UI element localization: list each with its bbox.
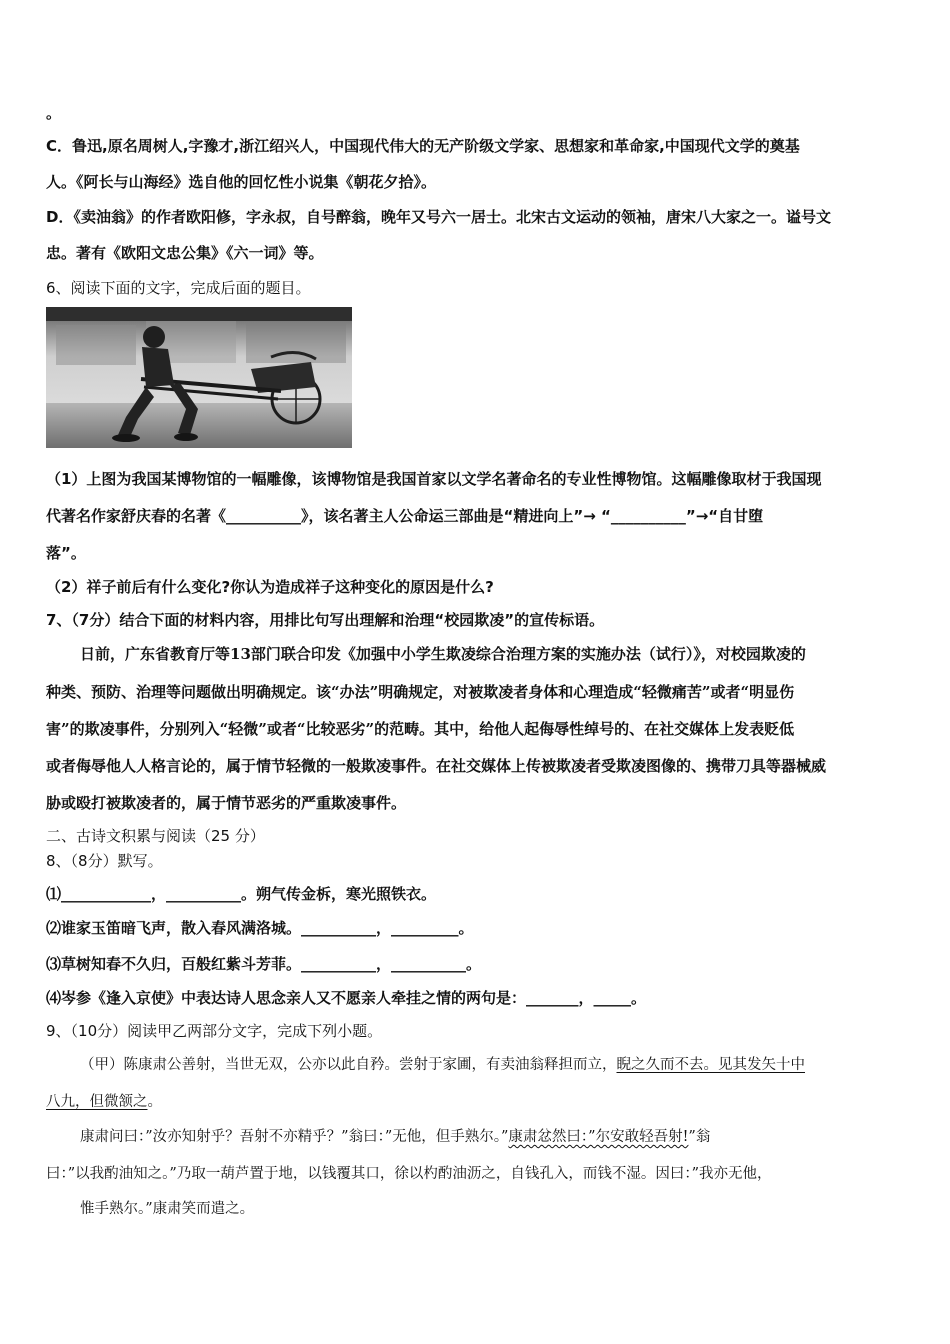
q6-sub2: （2）祥子前后有什么变化?你认为造成祥子这种变化的原因是什么? — [46, 578, 494, 596]
line-period: 。 — [46, 104, 62, 122]
passage-text: ”翁 — [688, 1129, 711, 1145]
passage-jia-line1 — [80, 1055, 805, 1075]
passage-text: 。 — [147, 1094, 162, 1110]
q8-item1: ⑴____________，__________。朔气传金柝，寒光照铁衣。 — [46, 885, 437, 903]
q7-material-line2: 种类、预防、治理等问题做出明确规定。该“办法”明确规定，对被欺凌者身体和心理造成“轻微痛苦”或者“明显伤 — [46, 683, 795, 701]
underlined-phrase: 睨之久而不去 — [616, 1057, 704, 1073]
passage-jia-line5: 惟手熟尔。”康肃笑而遣之。 — [80, 1201, 255, 1217]
q6-sub1-line1: （1）上图为我国某博物馆的一幅雕像，该博物馆是我国首家以文学名著命名的专业性博物馆。这幅雕像取材于我国现 — [46, 470, 822, 488]
rickshaw-statue-photo — [46, 307, 352, 448]
passage-jia-line4: 曰：”以我酌油知之。”乃取一葫芦置于地，以钱覆其口，徐以杓酌油沥之，自钱孔入，而钱不湿。因曰：”我亦无他， — [46, 1166, 772, 1182]
question-9-title: 9、（10分）阅读甲乙两部分文字，完成下列小题。 — [46, 1022, 383, 1040]
question-6-title: 6、阅读下面的文字，完成后面的题目。 — [46, 279, 311, 297]
option-c-line2: 人。《阿长与山海经》选自他的回忆性小说集《朝花夕拾》。 — [46, 173, 437, 191]
passage-text: （甲）陈康肃公善射，当世无双，公亦以此自矜。尝射于家圃，有卖油翁释担而立， — [80, 1057, 617, 1073]
q7-material-line3: 害”的欺凌事件，分别列入“轻微”或者“比较恶劣”的范畴。其中，给他人起侮辱性绰号的、在社交媒体上发表贬低 — [46, 720, 795, 738]
q8-item4: ⑷岑参《逢入京使》中表达诗人思念亲人又不愿亲人牵挂之情的两句是：_______，_____。 — [46, 989, 647, 1007]
option-c-line1: C．鲁迅,原名周树人,字豫才,浙江绍兴人，中国现代伟大的无产阶级文学家、思想家和革命家,中国现代文学的奠基 — [46, 137, 800, 155]
wavy-underlined-phrase: 康肃忿然曰：”尔安敢轻吾射! — [508, 1129, 689, 1145]
passage-text: 康肃问曰：”汝亦知射乎？吾射不亦精乎？”翁曰：”无他，但手熟尔。” — [80, 1129, 509, 1145]
passage-jia-line3 — [80, 1127, 710, 1147]
q7-material-line1: 日前，广东省教育厅等13部门联合印发《加强中小学生欺凌综合治理方案的实施办法（试行）》，对校园欺凌的 — [80, 645, 806, 663]
q8-item2: ⑵谁家玉笛暗飞声，散入春风满洛城。__________，_________。 — [46, 919, 474, 937]
q8-item3: ⑶草树知春不久归，百般红紫斗芳菲。__________，__________。 — [46, 955, 482, 973]
question-8-title: 8、（8分）默写。 — [46, 852, 163, 870]
option-d-line2: 忠。著有《欧阳文忠公集》《六一词》等。 — [46, 244, 324, 262]
underlined-phrase: 八九，但微颔之 — [46, 1094, 148, 1110]
option-d-line1: D．《卖油翁》的作者欧阳修，字永叔，自号醉翁，晚年又号六一居士。北宋古文运动的领袖，唐宋八大家之一。谥号文 — [46, 208, 831, 226]
section-2-heading: 二、古诗文积累与阅读（25 分） — [46, 827, 265, 845]
q6-sub1-line2: 代著名作家舒庆春的名著《__________》，该名著主人公命运三部曲是“精进向上”→ “__________”→“自甘堕 — [46, 507, 764, 525]
q6-sub1-line3: 落”。 — [46, 544, 86, 562]
underlined-phrase: 。见其发矢十中 — [703, 1057, 805, 1073]
q7-material-line4: 或者侮辱他人人格言论的，属于情节轻微的一般欺凌事件。在社交媒体上传被欺凌者受欺凌图像的、携带刀具等器械威 — [46, 757, 827, 775]
q7-material-line5: 胁或殴打被欺凌者的，属于情节恶劣的严重欺凌事件。 — [46, 794, 407, 812]
question-7-title: 7、（7分）结合下面的材料内容，用排比句写出理解和治理“校园欺凌”的宣传标语。 — [46, 611, 605, 629]
passage-jia-line2 — [46, 1092, 162, 1112]
